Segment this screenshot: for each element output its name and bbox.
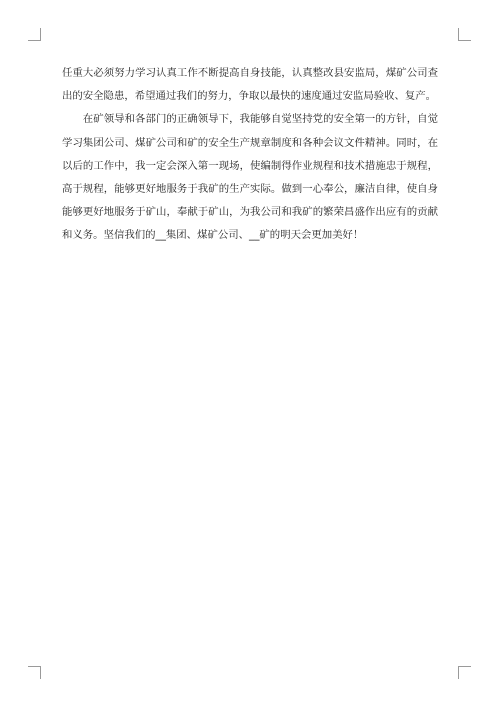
- crop-mark-bottom-right: [458, 666, 471, 679]
- document-body: [62, 62, 438, 248]
- crop-mark-top-left: [28, 28, 41, 41]
- crop-mark-bottom-left: [28, 666, 41, 679]
- crop-mark-top-right: [458, 28, 471, 41]
- paragraph-continuation: 任重大必须努力学习认真工作不断提高自身技能，认真整改县安监局，煤矿公司查出的安全隐患，希望通过我们的努力，争取以最快的速度通过安监局验收、复产。: [62, 67, 438, 103]
- paragraph-main: 在矿领导和各部门的正确领导下，我能够自觉坚持党的安全第一的方针，自觉学习集团公司、煤矿公司和矿的安全生产规章制度和各种会议文件精神。同时，在以后的工作中，我一定会深入第一现场，使编制得作业规程和技术措施忠于规程，高于规程，能够更好地服务于我矿的生产实际。做到一心奉公，廉洁自律，使自身能够更好地服务于矿山，奉献于矿山，为我公司和我矿的繁荣昌盛作出应有的贡献和义务。坚信我们的__集团、煤矿公司、__矿的明天会更加美好！: [62, 113, 438, 242]
